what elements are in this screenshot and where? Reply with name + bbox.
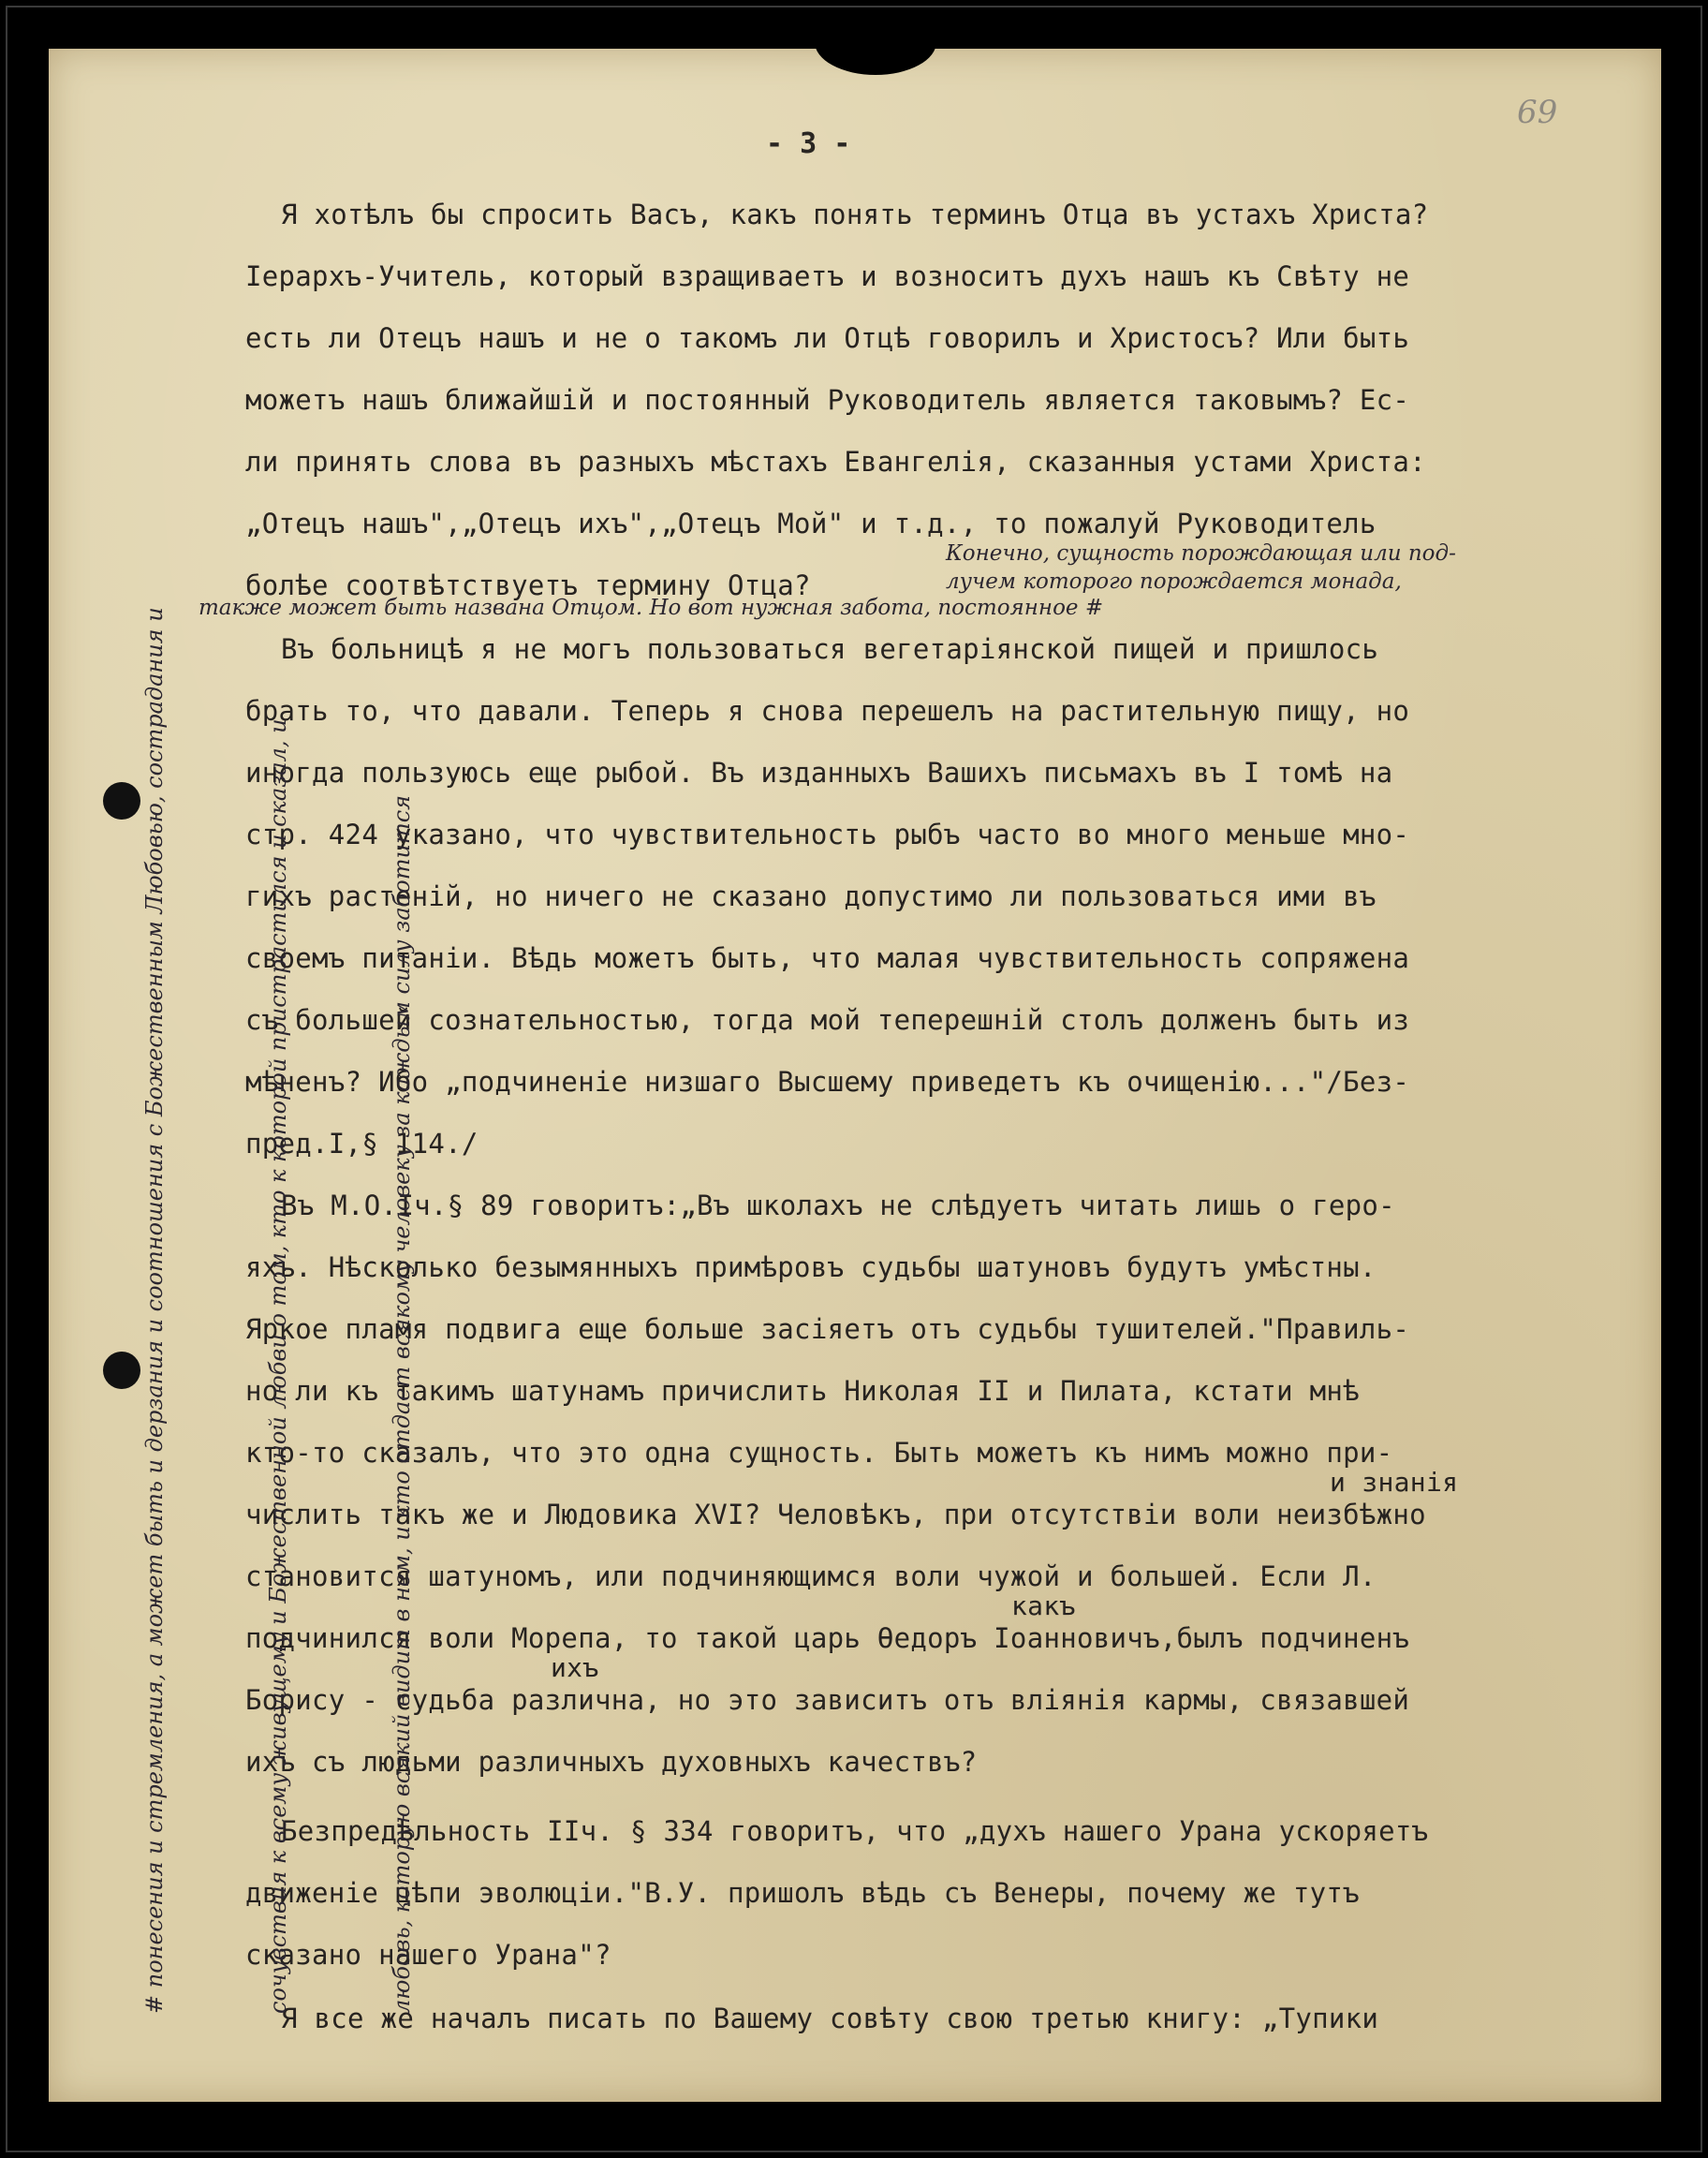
archive-page-number: 69: [1517, 94, 1558, 131]
text-line: своемъ питаніи. Вѣдь можетъ быть, что малая чувствительность сопряжена: [245, 942, 1410, 974]
interlinear-insertion: ихъ: [551, 1652, 599, 1683]
text-line: яхъ. Нѣсколько безымянныхъ примѣровъ судьбы шатуновъ будутъ умѣстны.: [245, 1251, 1377, 1283]
text-line: Я все же началъ писать по Вашему совѣту свою третью книгу: „Тупики: [281, 2003, 1379, 2034]
text-line: Іерархъ-Учитель, который взращиваетъ и возноситъ духъ нашъ къ Свѣту не: [245, 260, 1410, 292]
text-line: мѣненъ? Ибо „подчиненіе низшаго Высшему приведетъ къ очищенію..."/Без-: [245, 1066, 1410, 1098]
margin-note-line: любовь, которую всякий видит в нем, и кто отдает всякому человеку за каждым силу заботится: [389, 794, 415, 2014]
text-line: иногда пользуюсь еще рыбой. Въ изданныхъ Вашихъ письмахъ въ I томѣ на: [245, 757, 1393, 789]
text-line: пред.I,§ 114./: [245, 1128, 479, 1160]
margin-note-line: сочувствия к всему живущему и Божественной любви о том, кто к которой пристрастился и сказал, и: [265, 718, 291, 2014]
text-line: подчинился воли Морепа, то такой царь Ѳедоръ Іоанновичъ,былъ подчиненъ: [245, 1622, 1410, 1654]
text-line: Борису - судьба различна, но это зависитъ отъ вліянія кармы, связавшей: [245, 1684, 1410, 1716]
text-line: Безпредѣльность IIч. § 334 говоритъ, что „духъ нашего Урана ускоряетъ: [281, 1815, 1429, 1847]
text-line: стр. 424 указано, что чувствительность рыбъ часто во много меньше мно-: [245, 819, 1410, 850]
text-line: движеніе цѣпи эволюціи."В.У. пришолъ вѣдь съ Венеры, почему же тутъ: [245, 1877, 1360, 1909]
text-line: Я хотѣлъ бы спросить Васъ, какъ понять терминъ Отца въ устахъ Христа?: [281, 199, 1429, 230]
text-line: числить такъ же и Людовика XVI? Человѣкъ, при отсутствіи воли неизбѣжно: [245, 1499, 1426, 1530]
text-line: ихъ съ людьми различныхъ духовныхъ качествъ?: [245, 1746, 978, 1778]
interlinear-insertion: и знанія: [1330, 1467, 1459, 1498]
text-line: ли принять слова въ разныхъ мѣстахъ Евангелія, сказанныя устами Христа:: [245, 446, 1426, 478]
page-number: - 3 -: [766, 127, 851, 160]
text-line: есть ли Отецъ нашъ и не о такомъ ли Отцѣ говорилъ и Христосъ? Или быть: [245, 322, 1410, 354]
text-line: сказано нашего Урана"?: [245, 1939, 611, 1971]
text-line: можетъ нашъ ближайшій и постоянный Руководитель является таковымъ? Ес-: [245, 384, 1410, 416]
margin-note-line: # понесения и стремления, а может быть и дерзания и соотношения с Божественным Любовью, сострадания и: [141, 607, 168, 2014]
text-line: съ большей сознательностью, тогда мой теперешній столъ долженъ быть из: [245, 1004, 1410, 1036]
interlinear-insertion: какъ: [1011, 1590, 1076, 1621]
text-line: становится шатуномъ, или подчиняющимся воли чужой и большей. Если Л.: [245, 1560, 1377, 1592]
handwritten-reply-line: Конечно, сущность порождающая или под-: [946, 541, 1456, 566]
text-line: Яркое пламя подвига еще больше засіяетъ отъ судьбы тушителей."Правиль-: [245, 1313, 1410, 1345]
text-line: брать то, что давали. Теперь я снова перешелъ на растительную пищу, но: [245, 695, 1410, 727]
text-line: кто-то сказалъ, что это одна сущность. Быть можетъ къ нимъ можно при-: [245, 1437, 1393, 1469]
text-line: Въ М.О.Iч.§ 89 говоритъ:„Въ школахъ не слѣдуетъ читать лишь о геро-: [281, 1190, 1395, 1221]
text-line: Въ больницѣ я не могъ пользоваться вегетаріянской пищей и пришлось: [281, 633, 1379, 665]
text-line: „Отецъ нашъ",„Отецъ ихъ",„Отецъ Мой" и т.д., то пожалуй Руководитель: [245, 508, 1377, 540]
text-line: но ли къ такимъ шатунамъ причислить Николая II и Пилата, кстати мнѣ: [245, 1375, 1360, 1407]
margin-handwritten-note: [52, 66, 464, 2014]
text-line: гихъ растеній, но ничего не сказано допустимо ли пользоваться ими въ: [245, 880, 1377, 912]
handwritten-reply-line: также может быть названа Отцом. Но вот нужная забота, постоянное #: [199, 596, 1104, 620]
text-line: болѣе соотвѣтствуетъ термину Отца?: [245, 569, 811, 601]
handwritten-reply-line: лучем которого порождается монада,: [946, 569, 1402, 594]
